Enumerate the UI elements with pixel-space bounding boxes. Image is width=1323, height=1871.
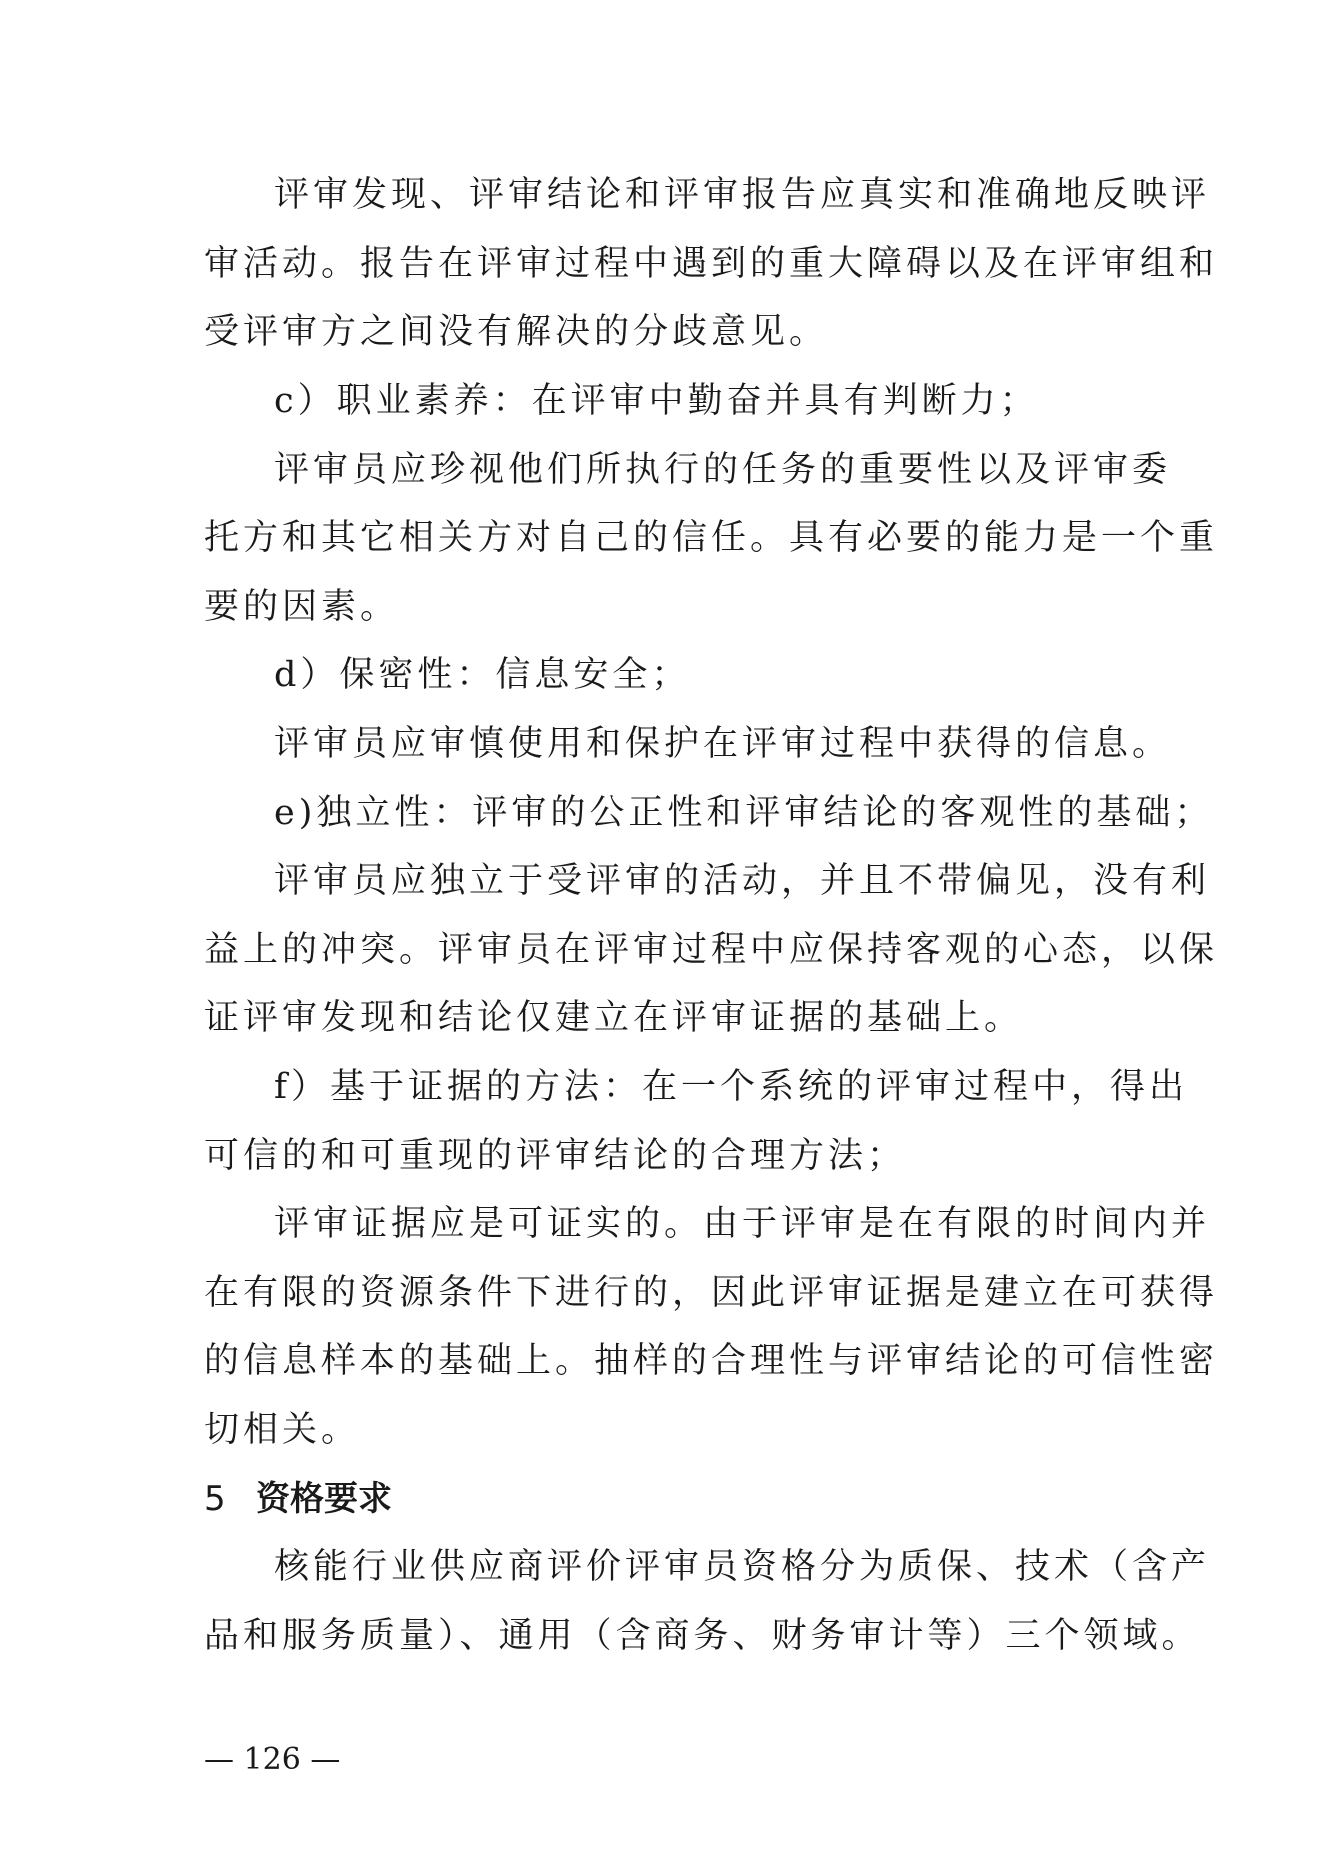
paragraph-line: 受评审方之间没有解决的分歧意见。	[204, 312, 829, 352]
section-heading	[204, 1474, 1124, 1524]
paragraph-line: 要的因素。	[204, 587, 400, 627]
paragraph-line: 可信的和可重现的评审结论的合理方法；	[204, 1136, 907, 1176]
principle-item-d: d）保密性：信息安全；	[274, 655, 691, 695]
paragraph-line: 益上的冲突。评审员在评审过程中应保持客观的心态，以保	[204, 930, 1219, 970]
principle-item-e: e)独立性：评审的公正性和评审结论的客观性的基础；	[274, 793, 1214, 833]
paragraph-line: 证评审发现和结论仅建立在评审证据的基础上。	[204, 998, 1024, 1038]
paragraph-line: 评审员应审慎使用和保护在评审过程中获得的信息。	[274, 724, 1172, 764]
paragraph-line: 评审发现、评审结论和评审报告应真实和准确地反映评	[274, 175, 1211, 215]
paragraph-line: 评审证据应是可证实的。由于评审是在有限的时间内并	[274, 1204, 1211, 1244]
paragraph-line: 核能行业供应商评价评审员资格分为质保、技术（含产	[274, 1547, 1211, 1587]
section-number: 5	[204, 1479, 226, 1519]
paragraph-line: 评审员应独立于受评审的活动，并且不带偏见，没有利	[274, 861, 1211, 901]
section-title: 资格要求	[256, 1479, 392, 1519]
page-number: — 126 —	[204, 1742, 341, 1777]
paragraph-line: 审活动。报告在评审过程中遇到的重大障碍以及在评审组和	[204, 244, 1219, 284]
paragraph-line: 品和服务质量）、通用（含商务、财务审计等）三个领域。	[204, 1616, 1201, 1656]
paragraph-line: 切相关。	[204, 1410, 361, 1450]
paragraph-line: 的信息样本的基础上。抽样的合理性与评审结论的可信性密	[204, 1341, 1219, 1381]
principle-item-c: c）职业素养：在评审中勤奋并具有判断力；	[274, 381, 1039, 421]
principle-item-f: f）基于证据的方法：在一个系统的评审过程中，得出	[274, 1067, 1188, 1107]
paragraph-line: 在有限的资源条件下进行的，因此评审证据是建立在可获得	[204, 1273, 1219, 1313]
paragraph-line: 评审员应珍视他们所执行的任务的重要性以及评审委	[274, 450, 1172, 490]
paragraph-line: 托方和其它相关方对自己的信任。具有必要的能力是一个重	[204, 518, 1219, 558]
